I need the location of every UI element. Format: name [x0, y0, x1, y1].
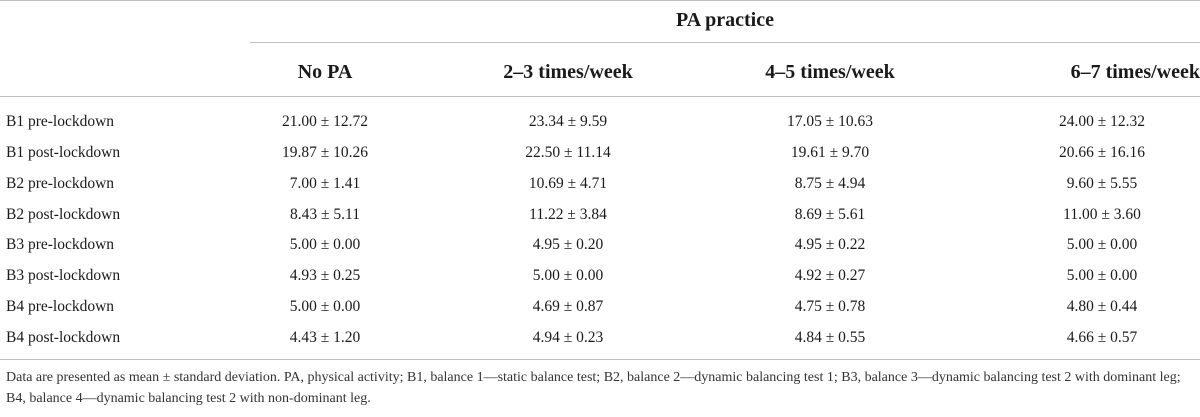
table-cell: 20.66 ± 16.16 — [1058, 144, 1145, 161]
table-row — [0, 137, 1200, 168]
table-cell: 4.92 ± 0.27 — [794, 267, 866, 284]
top-rule — [0, 0, 1200, 1]
table-cell: 22.50 ± 11.14 — [525, 144, 611, 161]
table-row — [0, 322, 1200, 353]
table-cell: 4.95 ± 0.22 — [794, 236, 866, 253]
table-cell: 8.69 ± 5.61 — [794, 206, 866, 223]
table-cell: 24.00 ± 12.32 — [1058, 113, 1145, 130]
group-header-rule — [250, 42, 1200, 43]
table-cell: 4.66 ± 0.57 — [1066, 329, 1138, 346]
table-cell: 9.60 ± 5.55 — [1066, 175, 1138, 192]
header-rule — [0, 96, 1200, 97]
table-cell: 19.87 ± 10.26 — [281, 144, 368, 161]
table-cell: 8.75 ± 4.94 — [794, 175, 866, 192]
table-row — [0, 106, 1200, 137]
table-cell: 8.43 ± 5.11 — [290, 206, 360, 223]
row-label: B1 post-lockdown — [6, 144, 121, 161]
table-row — [0, 260, 1200, 291]
table-cell: 4.94 ± 0.23 — [532, 329, 604, 346]
table-footnote: Data are presented as mean ± standard deviation. PA, physical activity; B1, balance 1—static balance test; B2, balance 2—dynamic balancing test 1; B3, balance 3—dynamic balancing test 2 with dominant leg; B4, balance 4—dynamic balancing test 2 with non-dominant leg. — [6, 370, 1181, 406]
row-label: B4 post-lockdown — [6, 329, 121, 346]
table-row — [0, 229, 1200, 260]
column-header-6-7-times-week: 6–7 times/week — [1070, 61, 1200, 83]
table-cell: 5.00 ± 0.00 — [1066, 267, 1138, 284]
table-cell: 5.00 ± 0.00 — [532, 267, 604, 284]
row-label: B3 pre-lockdown — [6, 236, 115, 253]
table-cell: 11.00 ± 3.60 — [1063, 206, 1141, 223]
row-label: B2 post-lockdown — [6, 206, 121, 223]
row-label: B1 pre-lockdown — [6, 113, 115, 130]
table-cell: 5.00 ± 0.00 — [1066, 236, 1138, 253]
group-header: PA practice — [676, 9, 774, 31]
table-cell: 4.93 ± 0.25 — [289, 267, 361, 284]
bottom-rule — [0, 359, 1200, 360]
table-cell: 4.75 ± 0.78 — [794, 298, 866, 315]
table-cell: 4.43 ± 1.20 — [289, 329, 361, 346]
column-header-2-3-times-week: 2–3 times/week — [503, 61, 633, 83]
table-row — [0, 199, 1200, 230]
table-cell: 4.95 ± 0.20 — [532, 236, 604, 253]
table-cell: 19.61 ± 9.70 — [790, 144, 870, 161]
row-label: B2 pre-lockdown — [6, 175, 115, 192]
table-cell: 7.00 ± 1.41 — [289, 175, 361, 192]
table-row — [0, 291, 1200, 322]
table-cell: 17.05 ± 10.63 — [786, 113, 873, 130]
row-label: B3 post-lockdown — [6, 267, 121, 284]
table-cell: 4.69 ± 0.87 — [532, 298, 604, 315]
table-cell: 5.00 ± 0.00 — [289, 236, 361, 253]
table-cell: 10.69 ± 4.71 — [528, 175, 608, 192]
table-cell: 4.80 ± 0.44 — [1066, 298, 1138, 315]
table-cell: 11.22 ± 3.84 — [529, 206, 607, 223]
table-cell: 4.84 ± 0.55 — [794, 329, 866, 346]
table-cell: 5.00 ± 0.00 — [289, 298, 361, 315]
table-cell: 23.34 ± 9.59 — [528, 113, 608, 130]
table-cell: 21.00 ± 12.72 — [281, 113, 368, 130]
column-header-4-5-times-week: 4–5 times/week — [765, 61, 895, 83]
table-row — [0, 168, 1200, 199]
row-label: B4 pre-lockdown — [6, 298, 115, 315]
column-header-no-pa: No PA — [297, 61, 353, 83]
